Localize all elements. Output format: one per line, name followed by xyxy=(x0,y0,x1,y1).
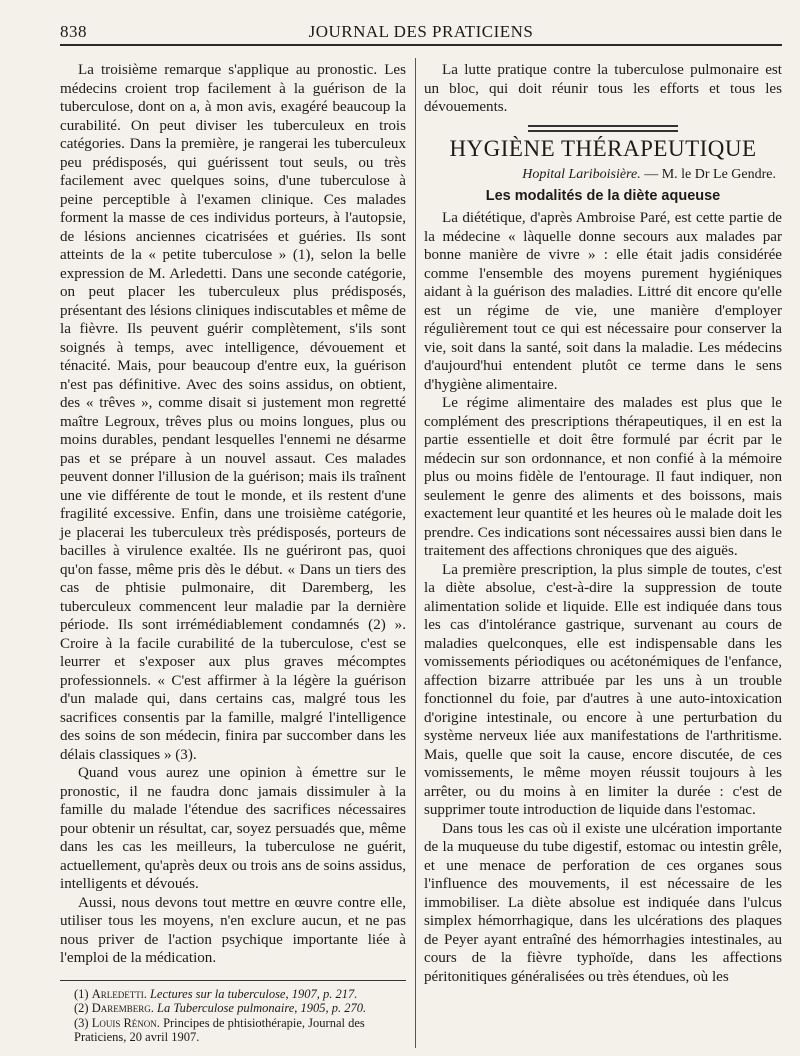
paragraph: La diététique, d'après Ambroise Paré, est cette partie de la médecine « làquelle donne secours aux malades par bonne manière de vivre » : elle était jadis considérée comme l'ensemble des moyens purement hygiéniques aidant à la guérison des maladies. Littré dit encore qu'elle est un régime de vie, une manière d'employer régulièrement tout ce qui est nécessaire pour conserver la vie, soit dans la santé, soit dans la maladie. Les médecins d'aujourd'hui entendent plutôt ce terme dans le sens d'hygiène alimentaire. xyxy=(424,210,782,393)
page-header xyxy=(60,18,782,44)
byline xyxy=(424,166,776,185)
intro-paragraph: La lutte pratique contre la tuberculose pulmonaire est un bloc, qui doit réunir tous les efforts et tous les dévouements. xyxy=(424,62,782,115)
byline-author: — M. le Dr Le Gendre. xyxy=(644,167,776,182)
footnote-2: (2) Daremberg. La Tuberculose pulmonaire, 1905, p. 270. xyxy=(74,1001,367,1015)
left-column xyxy=(60,61,406,1045)
header-rule xyxy=(60,44,782,46)
paragraph: La troisième remarque s'applique au pronostic. Les médecins croient trop facilement à la guérison de la tuberculose, dont on a, à mon avis, exagéré beaucoup la curabilité. On peut diviser les tuberculeux en trois catégories. Dans la première, je rangerai les tuberculeux peu prédisposés, qui guérissent tout seuls, ou très facilement avec quelques soins, d'une tuberculose à peine perceptible à l'examen clinique. Ces malades forment la masse de ces individus porteurs, à l'autopsie, de lésions anciennes cicatrisées et guéries. Ils sont atteints de la « petite tuberculose » (1), selon la belle expression de M. Arledetti. Dans une seconde catégorie, on peut placer les tuberculeux plus prédisposés, présentant des lésions cliniques indiscutables et même de la fièvre. Ils peuvent guérir complètement, s'ils sont soignés à temps, avec intelligence, dévouement et ténacité. Mais, pour beaucoup d'entre eux, la guérison n'est pas définitive. Avec des soins assidus, on obtient, des « trêves », comme disait si justement mon regretté maître Legroux, trêves plus ou moins longues, plus ou moins durables, pendant lesquelles l'ennemi ne désarme pas et se prépare à un nouvel assaut. Ces malades peuvent donner l'illusion de la guérison; mais ils traînent une vie différente de tout le monde, et ils restent d'une fragilité excessive. Enfin, dans une troisième catégorie, je placerai les tuberculeux très prédisposés, porteurs de bacilles à virulence exaltée. Ils ne guériront pas, quoi qu'on fasse, même pris dès le début. « Dans un tiers des cas de phtisie pulmonaire, dit Daremberg, les tuberculeux commencent leur maladie par la dernière période. Ils sont irrémédiablement condamnés (2) ». Croire à la facile curabilité de la tuberculose, c'est se leurrer et s'exposer aux plus graves mécomptes professionnels. « C'est affirmer à la légère la guérison d'un malade qui, dans certains cas, malgré tous les sacrifices consentis par la famille, malgré l'intelligence des soins de son médecin, finira par succomber dans les délais classiques » (3). xyxy=(60,62,406,763)
right-column xyxy=(424,61,782,986)
article-title: Les modalités de la diète aqueuse xyxy=(485,187,721,204)
paragraph: Le régime alimentaire des malades est plus que le complément des prescriptions thérapeutiques, il en est la partie essentielle et doit être formulé par écrit par le médecin sur son ordonnance, et non confié à la mémoire plus ou moins fidèle de l'entourage. Il faut indiquer, non seulement le genre des aliments et des boissons, mais exactement leur quantité et les heures où le malade doit les prendre. Ces indications sont nécessaires aussi bien dans le traitement des affections chroniques que des aiguës. xyxy=(424,395,782,559)
journal-title: JOURNAL DES PRATICIENS xyxy=(308,22,534,41)
paragraph: Dans tous les cas où il existe une ulcération importante de la muqueuse du tube digestif, estomac ou intestin grêle, et une menace de perforation de ces organes sous l'influence des mouvements, il est nécessaire de les immobiliser. La diète absolue est indiquée dans l'ulcus simplex hémorrhagique, dans les ulcérations des plaques de Peyer ayant entraîné des hémorrhagies intestinales, au cours de la fièvre typhoïde, dans les affections péritonitiques généralisées ou très étendues, où les xyxy=(424,820,782,985)
footnote-3: (3) Louis Rénon. Principes de phtisiothérapie, Journal des Praticiens, 20 avril 1907. xyxy=(74,1015,365,1044)
footnote-rule xyxy=(60,980,406,981)
paragraph: Aussi, nous devons tout mettre en œuvre contre elle, utiliser tous les moyens, n'en exclure aucun, et ne pas nous priver de l'action psychique importante liée à l'emploi de la médication. xyxy=(60,894,406,966)
paragraph: Quand vous aurez une opinion à émettre sur le pronostic, il ne faudra donc jamais dissimuler à la famille du malade l'étendue des sacrifices nécessaires pour obtenir un résultat, car, soyez persuadés que, même dans les cas les meilleurs, la tuberculose ne guérit, actuellement, qu'après deux ou trois ans de soins assidus, intelligents et dévoués. xyxy=(60,765,406,892)
paragraph: La première prescription, la plus simple de toutes, c'est la diète absolue, c'est-à-dire la suppression de toute alimentation solide et liquide. Elle est indiquée dans tous les cas d'intolérance gastrique, survenant au cours de maladies quelconques, elle est indispensable dans les vomissements périodiques ou acétonémiques de l'enfance, affection bizarre attribuée par les uns à un trouble fonctionnel du foie, par d'autres à une auto-intoxication d'origine intestinale, ou encore à une perturbation du système nerveux liée aux manifestations de l'arthritisme. Mais, quelle que soit la cause, encore discutée, de ces vomissements, le même moyen réussit toujours à les arrêter, ou du moins à en limiter la durée : c'est de supprimer toute introduction de liquide dans l'estomac. xyxy=(424,561,782,818)
section-rubric: HYGIÈNE THÉRAPEUTIQUE xyxy=(449,135,757,161)
footnote-1: (1) Arledetti. Lectures sur la tuberculose, 1907, p. 217. xyxy=(74,986,358,1001)
page-number: 838 xyxy=(60,22,87,41)
section-divider xyxy=(528,125,678,132)
column-divider xyxy=(415,58,416,1048)
byline-place: Hopital Lariboisière. xyxy=(522,167,641,182)
